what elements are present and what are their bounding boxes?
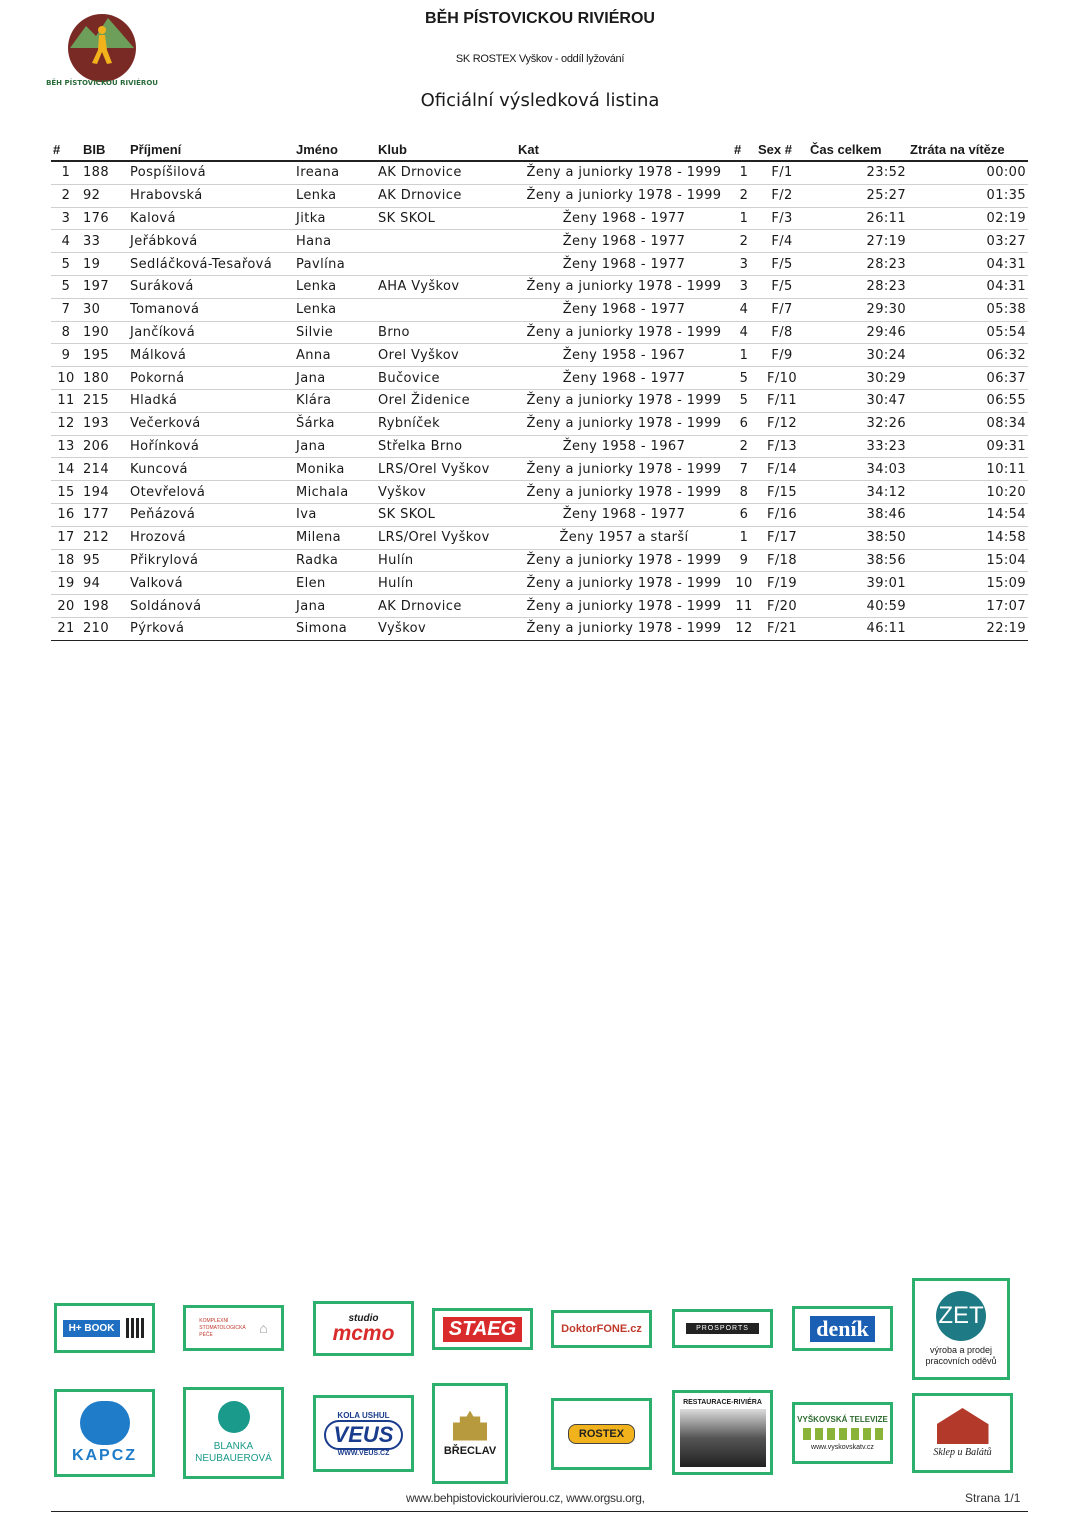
cell-place: 18 — [51, 549, 81, 572]
cell-time-behind: 10:20 — [908, 481, 1028, 504]
cell-place: 11 — [51, 389, 81, 412]
table-row — [51, 435, 1028, 458]
sponsor-rostex-text: ROSTEX — [568, 1424, 635, 1444]
sponsor-breclav — [432, 1383, 508, 1484]
cell-category-place: 4 — [732, 298, 756, 321]
cell-place: 16 — [51, 503, 81, 526]
cell-name: Jana — [294, 435, 376, 458]
sponsor-sklep — [912, 1393, 1013, 1473]
table-row — [51, 549, 1028, 572]
cell-category-place: 3 — [732, 253, 756, 276]
cell-place: 17 — [51, 526, 81, 549]
cell-category-place: 8 — [732, 481, 756, 504]
cell-category-place: 1 — [732, 161, 756, 184]
cell-name: Jitka — [294, 207, 376, 230]
cell-time-behind: 06:55 — [908, 389, 1028, 412]
table-row — [51, 481, 1028, 504]
cell-sex-place: F/17 — [756, 526, 808, 549]
cell-surname: Málková — [128, 344, 294, 367]
cell-category-place: 5 — [732, 367, 756, 390]
cell-club: Vyškov — [376, 481, 516, 504]
cell-time-behind: 08:34 — [908, 412, 1028, 435]
cell-name: Hana — [294, 230, 376, 253]
cell-place: 12 — [51, 412, 81, 435]
cell-category-place: 6 — [732, 503, 756, 526]
cell-time-behind: 17:07 — [908, 595, 1028, 618]
cell-bib: 198 — [81, 595, 128, 618]
cell-sex-place: F/5 — [756, 275, 808, 298]
cell-total-time: 25:27 — [808, 184, 908, 207]
cell-club: AK Drnovice — [376, 184, 516, 207]
cell-place: 4 — [51, 230, 81, 253]
sponsor-veus-text: VEUS — [324, 1420, 404, 1450]
sponsor-restaurace-text: RESTAURACE-RIVIÉRA — [683, 1398, 762, 1406]
sponsor-veus — [313, 1395, 414, 1472]
cell-surname: Soldánová — [128, 595, 294, 618]
col-header-surname: Příjmení — [128, 138, 294, 161]
cell-place: 2 — [51, 184, 81, 207]
table-row — [51, 161, 1028, 184]
cell-surname: Peňázová — [128, 503, 294, 526]
cell-club: LRS/Orel Vyškov — [376, 458, 516, 481]
cell-bib: 176 — [81, 207, 128, 230]
footer-urls: www.behpistovickourivierou.cz, www.orgsu.org, — [406, 1491, 645, 1505]
cell-category: Ženy 1968 - 1977 — [516, 253, 732, 276]
cell-name: Jana — [294, 595, 376, 618]
cell-category-place: 12 — [732, 617, 756, 640]
cell-place: 21 — [51, 617, 81, 640]
table-row — [51, 207, 1028, 230]
cell-total-time: 32:26 — [808, 412, 908, 435]
col-header-sex-place: Sex # — [756, 138, 808, 161]
cell-name: Klára — [294, 389, 376, 412]
results-body — [51, 161, 1028, 640]
cell-total-time: 28:23 — [808, 253, 908, 276]
cell-sex-place: F/21 — [756, 617, 808, 640]
cell-surname: Tomanová — [128, 298, 294, 321]
cell-place: 10 — [51, 367, 81, 390]
cell-place: 13 — [51, 435, 81, 458]
cell-club: Brno — [376, 321, 516, 344]
sponsor-stoma-text: KOMPLEXNÍ STOMATOLOGICKÁ PÉČE — [199, 1317, 246, 1338]
cell-bib: 95 — [81, 549, 128, 572]
cell-surname: Pospíšilová — [128, 161, 294, 184]
sponsor-kola-text: KOLA USHUL — [337, 1410, 390, 1420]
cell-name: Jana — [294, 367, 376, 390]
cell-category: Ženy a juniorky 1978 - 1999 — [516, 412, 732, 435]
table-row — [51, 253, 1028, 276]
cell-name: Anna — [294, 344, 376, 367]
cell-bib: 210 — [81, 617, 128, 640]
cell-total-time: 34:03 — [808, 458, 908, 481]
cell-bib: 212 — [81, 526, 128, 549]
cell-name: Silvie — [294, 321, 376, 344]
table-row — [51, 595, 1028, 618]
cell-category-place: 1 — [732, 207, 756, 230]
cell-club: LRS/Orel Vyškov — [376, 526, 516, 549]
cell-category: Ženy a juniorky 1978 - 1999 — [516, 321, 732, 344]
cell-category: Ženy a juniorky 1978 - 1999 — [516, 275, 732, 298]
cell-bib: 194 — [81, 481, 128, 504]
cell-place: 3 — [51, 207, 81, 230]
sponsor-sklep-text: Sklep u Balátů — [933, 1447, 992, 1458]
cell-sex-place: F/16 — [756, 503, 808, 526]
cell-category: Ženy 1968 - 1977 — [516, 230, 732, 253]
cell-time-behind: 14:58 — [908, 526, 1028, 549]
cell-time-behind: 01:35 — [908, 184, 1028, 207]
cell-surname: Přikrylová — [128, 549, 294, 572]
sponsor-staeg-text: STAEG — [443, 1317, 522, 1342]
cell-total-time: 30:24 — [808, 344, 908, 367]
cell-total-time: 38:46 — [808, 503, 908, 526]
cell-time-behind: 14:54 — [908, 503, 1028, 526]
cell-name: Lenka — [294, 184, 376, 207]
col-header-time-behind: Ztráta na vítěze — [908, 138, 1028, 161]
cell-name: Lenka — [294, 298, 376, 321]
cell-time-behind: 05:54 — [908, 321, 1028, 344]
cell-time-behind: 04:31 — [908, 253, 1028, 276]
sponsor-veus-url: WWW.VEUS.CZ — [337, 1449, 390, 1457]
cell-time-behind: 03:27 — [908, 230, 1028, 253]
restaurant-photo-icon — [680, 1409, 766, 1467]
cell-sex-place: F/13 — [756, 435, 808, 458]
sponsor-denik — [792, 1306, 893, 1351]
cell-bib: 180 — [81, 367, 128, 390]
cell-bib: 92 — [81, 184, 128, 207]
col-header-place: # — [51, 138, 81, 161]
sponsor-studio-text: studio — [348, 1313, 379, 1324]
cell-surname: Pokorná — [128, 367, 294, 390]
cell-surname: Otevřelová — [128, 481, 294, 504]
table-row — [51, 458, 1028, 481]
cell-time-behind: 04:31 — [908, 275, 1028, 298]
sponsor-breclav-text: BŘECLAV — [443, 1444, 497, 1457]
cell-category: Ženy 1968 - 1977 — [516, 298, 732, 321]
cell-name: Ireana — [294, 161, 376, 184]
cell-surname: Sedláčková-Tesařová — [128, 253, 294, 276]
table-header-row — [51, 138, 1028, 161]
cell-total-time: 34:12 — [808, 481, 908, 504]
cell-surname: Jančíková — [128, 321, 294, 344]
cell-time-behind: 09:31 — [908, 435, 1028, 458]
col-header-total-time: Čas celkem — [808, 138, 908, 161]
cell-club: Vyškov — [376, 617, 516, 640]
sponsor-kapcz — [54, 1389, 155, 1477]
cell-category-place: 3 — [732, 275, 756, 298]
cell-category-place: 7 — [732, 458, 756, 481]
sponsor-vtv-text: VYŠKOVSKÁ TELEVIZE — [797, 1415, 888, 1424]
sponsor-vtv — [792, 1402, 893, 1464]
cell-sex-place: F/9 — [756, 344, 808, 367]
cell-time-behind: 06:37 — [908, 367, 1028, 390]
kapcz-triangle-icon — [80, 1401, 130, 1445]
cell-sex-place: F/19 — [756, 572, 808, 595]
cell-place: 20 — [51, 595, 81, 618]
table-row — [51, 230, 1028, 253]
cell-category: Ženy a juniorky 1978 - 1999 — [516, 572, 732, 595]
cell-place: 5 — [51, 275, 81, 298]
cell-club — [376, 298, 516, 321]
cell-sex-place: F/8 — [756, 321, 808, 344]
cell-bib: 94 — [81, 572, 128, 595]
sponsor-doktorfone-text: DoktorFONE.cz — [561, 1323, 642, 1335]
cell-name: Michala — [294, 481, 376, 504]
table-row — [51, 275, 1028, 298]
table-row — [51, 298, 1028, 321]
cell-sex-place: F/1 — [756, 161, 808, 184]
cell-club: Orel Židenice — [376, 389, 516, 412]
table-row — [51, 503, 1028, 526]
cell-bib: 206 — [81, 435, 128, 458]
cell-surname: Hořínková — [128, 435, 294, 458]
sponsor-zet-caption: výroba a prodej pracovních oděvů — [925, 1345, 997, 1366]
cell-time-behind: 05:38 — [908, 298, 1028, 321]
cell-name: Lenka — [294, 275, 376, 298]
sponsor-vtv-url: www.vyskovskatv.cz — [811, 1444, 874, 1451]
cell-category: Ženy 1958 - 1967 — [516, 344, 732, 367]
cell-club: AHA Vyškov — [376, 275, 516, 298]
cell-category-place: 9 — [732, 549, 756, 572]
cell-place: 14 — [51, 458, 81, 481]
cell-bib: 30 — [81, 298, 128, 321]
sponsor-staeg — [432, 1308, 533, 1350]
sponsor-doktorfone — [551, 1310, 652, 1348]
cell-surname: Hrozová — [128, 526, 294, 549]
cell-surname: Suráková — [128, 275, 294, 298]
cell-club: Střelka Brno — [376, 435, 516, 458]
sponsor-prosports-text: PROSPORTS — [686, 1323, 759, 1334]
table-row — [51, 184, 1028, 207]
cell-category: Ženy a juniorky 1978 - 1999 — [516, 549, 732, 572]
cell-club: Rybníček — [376, 412, 516, 435]
cell-time-behind: 15:04 — [908, 549, 1028, 572]
cell-category: Ženy a juniorky 1978 - 1999 — [516, 389, 732, 412]
cell-sex-place: F/14 — [756, 458, 808, 481]
cell-time-behind: 00:00 — [908, 161, 1028, 184]
table-row — [51, 617, 1028, 640]
cell-category: Ženy 1968 - 1977 — [516, 503, 732, 526]
cell-category: Ženy a juniorky 1978 - 1999 — [516, 617, 732, 640]
cell-total-time: 29:30 — [808, 298, 908, 321]
cell-bib: 33 — [81, 230, 128, 253]
cell-place: 1 — [51, 161, 81, 184]
cell-name: Elen — [294, 572, 376, 595]
sponsor-hbook-text: H+ BOOK — [63, 1320, 121, 1337]
sponsor-stoma — [183, 1305, 284, 1351]
cell-name: Simona — [294, 617, 376, 640]
cell-sex-place: F/5 — [756, 253, 808, 276]
cell-time-behind: 06:32 — [908, 344, 1028, 367]
cell-total-time: 26:11 — [808, 207, 908, 230]
cell-sex-place: F/4 — [756, 230, 808, 253]
cell-club: Hulín — [376, 572, 516, 595]
cell-bib: 215 — [81, 389, 128, 412]
table-row — [51, 389, 1028, 412]
sponsor-zet — [912, 1278, 1010, 1380]
cell-bib: 197 — [81, 275, 128, 298]
cell-category: Ženy 1958 - 1967 — [516, 435, 732, 458]
cell-bib: 190 — [81, 321, 128, 344]
results-table — [51, 138, 1028, 641]
footer-page-number: Strana 1/1 — [965, 1491, 1021, 1505]
table-row — [51, 572, 1028, 595]
cell-total-time: 30:47 — [808, 389, 908, 412]
sponsor-mcmo-text: mcmo — [332, 1322, 395, 1345]
page-subtitle: SK ROSTEX Vyškov - oddíl lyžování — [455, 53, 625, 65]
cell-sex-place: F/10 — [756, 367, 808, 390]
cell-category-place: 1 — [732, 526, 756, 549]
cell-total-time: 33:23 — [808, 435, 908, 458]
document-title: Oficiální výsledková listina — [420, 90, 660, 111]
col-header-name: Jméno — [294, 138, 376, 161]
cell-total-time: 27:19 — [808, 230, 908, 253]
sponsor-zet-text: ZET — [936, 1291, 986, 1341]
cell-club: Hulín — [376, 549, 516, 572]
sponsor-studio-mcmo — [313, 1301, 414, 1356]
table-row — [51, 526, 1028, 549]
col-header-club: Klub — [376, 138, 516, 161]
cell-club: SK SKOL — [376, 503, 516, 526]
cell-club — [376, 230, 516, 253]
cell-place: 9 — [51, 344, 81, 367]
page-title: BĚH PÍSTOVICKOU RIVIÉROU — [425, 10, 655, 27]
cell-category-place: 5 — [732, 389, 756, 412]
table-row — [51, 344, 1028, 367]
cell-name: Milena — [294, 526, 376, 549]
cell-bib: 214 — [81, 458, 128, 481]
cell-category: Ženy a juniorky 1978 - 1999 — [516, 595, 732, 618]
castle-icon — [453, 1411, 487, 1441]
cell-club — [376, 253, 516, 276]
cell-club: Bučovice — [376, 367, 516, 390]
cell-club: SK SKOL — [376, 207, 516, 230]
cell-category: Ženy a juniorky 1978 - 1999 — [516, 184, 732, 207]
table-row — [51, 367, 1028, 390]
cell-surname: Večerková — [128, 412, 294, 435]
sponsor-blanka — [183, 1387, 284, 1479]
cell-surname: Valková — [128, 572, 294, 595]
cell-name: Monika — [294, 458, 376, 481]
cell-category-place: 10 — [732, 572, 756, 595]
cell-sex-place: F/7 — [756, 298, 808, 321]
cell-total-time: 23:52 — [808, 161, 908, 184]
cell-total-time: 30:29 — [808, 367, 908, 390]
cell-place: 19 — [51, 572, 81, 595]
tooth-circle-icon — [218, 1401, 250, 1433]
cell-category-place: 11 — [732, 595, 756, 618]
cell-sex-place: F/3 — [756, 207, 808, 230]
cell-bib: 188 — [81, 161, 128, 184]
cell-category: Ženy 1957 a starší — [516, 526, 732, 549]
cell-name: Pavlína — [294, 253, 376, 276]
cell-category: Ženy 1968 - 1977 — [516, 367, 732, 390]
cell-category-place: 2 — [732, 435, 756, 458]
cell-category: Ženy a juniorky 1978 - 1999 — [516, 161, 732, 184]
cell-bib: 193 — [81, 412, 128, 435]
cell-club: AK Drnovice — [376, 161, 516, 184]
footer-divider — [51, 1511, 1028, 1512]
cell-category: Ženy a juniorky 1978 - 1999 — [516, 458, 732, 481]
cell-surname: Kalová — [128, 207, 294, 230]
cell-place: 7 — [51, 298, 81, 321]
cell-total-time: 40:59 — [808, 595, 908, 618]
cell-sex-place: F/12 — [756, 412, 808, 435]
cell-bib: 177 — [81, 503, 128, 526]
cell-total-time: 38:56 — [808, 549, 908, 572]
sponsor-hbook — [54, 1303, 155, 1353]
cell-sex-place: F/11 — [756, 389, 808, 412]
vtv-bars-icon — [803, 1428, 883, 1440]
cell-name: Iva — [294, 503, 376, 526]
sponsor-blanka-text: BLANKA NEUBAUEROVÁ — [195, 1441, 272, 1464]
cell-time-behind: 22:19 — [908, 617, 1028, 640]
cell-club: Orel Vyškov — [376, 344, 516, 367]
sponsor-denik-text: deník — [810, 1316, 875, 1342]
cell-bib: 195 — [81, 344, 128, 367]
cell-total-time: 39:01 — [808, 572, 908, 595]
cell-surname: Hrabovská — [128, 184, 294, 207]
cell-total-time: 38:50 — [808, 526, 908, 549]
cell-club: AK Drnovice — [376, 595, 516, 618]
cell-category: Ženy a juniorky 1978 - 1999 — [516, 481, 732, 504]
tooth-icon: ⌂ — [259, 1320, 268, 1336]
cell-surname: Jeřábková — [128, 230, 294, 253]
cell-bib: 19 — [81, 253, 128, 276]
cell-name: Radka — [294, 549, 376, 572]
cell-sex-place: F/20 — [756, 595, 808, 618]
cell-time-behind: 10:11 — [908, 458, 1028, 481]
cell-category-place: 1 — [732, 344, 756, 367]
qr-code-icon — [126, 1318, 146, 1338]
house-icon — [937, 1408, 989, 1444]
cell-surname: Hladká — [128, 389, 294, 412]
col-header-category: Kat — [516, 138, 732, 161]
sponsor-rostex — [551, 1398, 652, 1470]
col-header-bib: BIB — [81, 138, 128, 161]
cell-category-place: 2 — [732, 230, 756, 253]
cell-total-time: 29:46 — [808, 321, 908, 344]
col-header-category-place: # — [732, 138, 756, 161]
sponsor-kapcz-text: KAPCZ — [71, 1447, 138, 1464]
cell-time-behind: 02:19 — [908, 207, 1028, 230]
sponsor-restaurace — [672, 1390, 773, 1475]
cell-surname: Pýrková — [128, 617, 294, 640]
cell-category-place: 6 — [732, 412, 756, 435]
cell-total-time: 46:11 — [808, 617, 908, 640]
cell-time-behind: 15:09 — [908, 572, 1028, 595]
cell-sex-place: F/15 — [756, 481, 808, 504]
cell-place: 8 — [51, 321, 81, 344]
cell-category: Ženy 1968 - 1977 — [516, 207, 732, 230]
cell-surname: Kuncová — [128, 458, 294, 481]
cell-sex-place: F/18 — [756, 549, 808, 572]
table-row — [51, 412, 1028, 435]
cell-sex-place: F/2 — [756, 184, 808, 207]
sponsor-prosports — [672, 1309, 773, 1348]
cell-place: 5 — [51, 253, 81, 276]
cell-place: 15 — [51, 481, 81, 504]
cell-category-place: 4 — [732, 321, 756, 344]
cell-total-time: 28:23 — [808, 275, 908, 298]
cell-category-place: 2 — [732, 184, 756, 207]
cell-name: Šárka — [294, 412, 376, 435]
logo-text: BĚH PÍSTOVICKOU RIVIÉROU — [46, 79, 158, 87]
table-row — [51, 321, 1028, 344]
